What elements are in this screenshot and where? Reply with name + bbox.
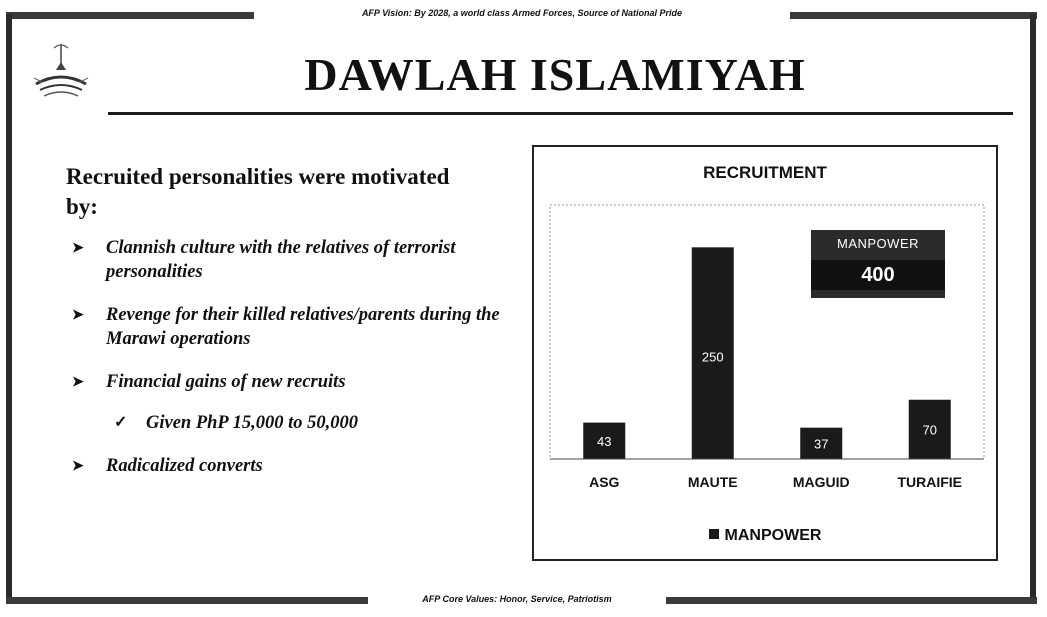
- arrow-bullet-icon: ➤: [72, 308, 84, 323]
- vision-banner: AFP Vision: By 2028, a world class Armed Forces, Source of National Pride: [361, 8, 683, 18]
- recruitment-chart: [532, 145, 998, 561]
- bar-value-label: 250: [701, 349, 724, 365]
- category-label: MAGUID: [792, 474, 850, 490]
- bar-value-label: 70: [922, 422, 937, 438]
- core-values-banner: AFP Core Values: Honor, Service, Patriotism: [422, 594, 612, 604]
- chart-plot: [534, 147, 996, 559]
- motivation-list: [66, 236, 506, 497]
- footer-bar-left: [6, 597, 368, 604]
- manpower-callout: [811, 230, 945, 298]
- list-item: ➤ Financial gains of new recruits: [66, 370, 506, 394]
- slide-title: DAWLAH ISLAMIYAH: [304, 49, 806, 100]
- list-item: ➤ Clannish culture with the relatives of terrorist personalities: [72, 238, 456, 282]
- arrow-bullet-icon: ➤: [72, 241, 84, 256]
- chart-title: RECRUITMENT: [703, 163, 827, 182]
- category-label: TURAIFIE: [897, 474, 963, 490]
- chart-legend: [534, 527, 996, 545]
- category-label: ASG: [589, 474, 620, 490]
- callout-label: MANPOWER: [837, 236, 919, 251]
- footer-bar-right: [666, 597, 1037, 604]
- check-icon: ✓: [114, 414, 128, 431]
- intro-text: Recruited personalities were motivated by:: [66, 164, 450, 219]
- sub-list-item: ✓ Given PhP 15,000 to 50,000: [114, 413, 359, 433]
- callout-value: 400: [811, 260, 945, 290]
- afp-emblem-icon: [30, 40, 92, 104]
- arrow-bullet-icon: ➤: [72, 459, 84, 474]
- category-label: MAUTE: [687, 474, 738, 490]
- list-item: ➤ Radicalized converts: [66, 454, 506, 478]
- legend-label: MANPOWER: [724, 527, 822, 544]
- bar-value-label: 43: [597, 433, 612, 449]
- legend-swatch: [709, 529, 719, 539]
- bar-value-label: 37: [814, 436, 829, 452]
- arrow-bullet-icon: ➤: [72, 375, 84, 390]
- list-item: ➤ Revenge for their killed relatives/parents during the Marawi operations: [72, 305, 500, 349]
- title-underline: [108, 112, 1013, 115]
